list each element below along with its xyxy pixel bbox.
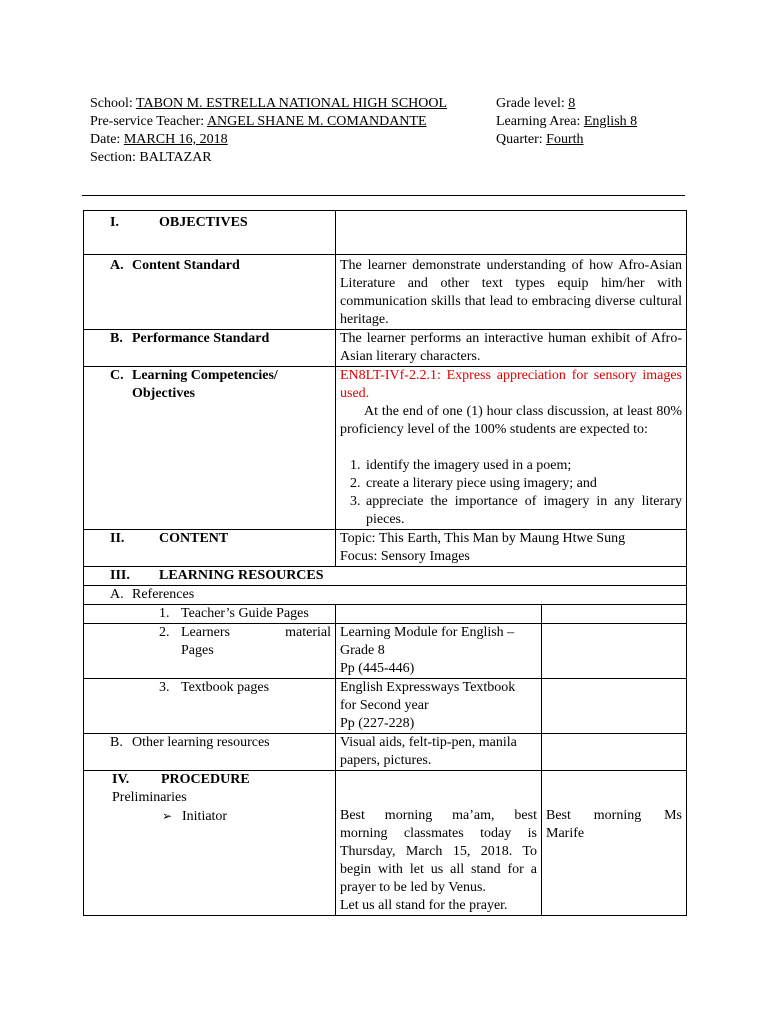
competencies-label: C. Learning Competencies/ Objectives <box>84 367 336 530</box>
teacher-prayer: Let us all stand for the prayer. <box>340 898 508 913</box>
performance-standard-label: B. Performance Standard <box>84 330 336 367</box>
textbook-value: English Expressways Textbook for Second year Pp (227-228) <box>336 679 542 734</box>
teacher-line: Pre-service Teacher: ANGEL SHANE M. COMANDANTE <box>90 114 427 129</box>
references-row <box>84 586 687 605</box>
objectives-heading: I. OBJECTIVES <box>84 211 336 255</box>
lesson-plan-table <box>83 210 687 916</box>
textbook-label: 3. Textbook pages <box>84 679 336 734</box>
objective-item: 3. appreciate the importance of imagery in any literary pieces. <box>364 493 682 529</box>
school-name: TABON M. ESTRELLA NATIONAL HIGH SCHOOL <box>136 96 448 111</box>
content-standard-row <box>84 255 687 330</box>
teachers-guide-row <box>84 605 687 624</box>
teacher-name: ANGEL SHANE M. COMANDANTE <box>206 114 427 129</box>
procedure-cell <box>84 771 336 916</box>
preliminaries-label: Preliminaries <box>112 790 187 805</box>
initiator-item: ➢ Initiator <box>162 809 228 824</box>
teacher-greeting: Best morning ma’am, best morning classmates today is Thursday, March 15, 2018. To begin with let us all stand for a prayer to be led by Venus. <box>340 808 537 895</box>
other-resources-row <box>84 734 687 771</box>
content-topic: Topic: This Earth, This Man by Maung Htwe Sung <box>340 531 626 546</box>
content-focus: Focus: Sensory Images <box>340 549 470 564</box>
other-resources-value: Visual aids, felt-tip-pen, manila papers, pictures. <box>336 734 542 771</box>
textbook-row <box>84 679 687 734</box>
resources-heading-row <box>84 567 687 586</box>
header-divider <box>82 195 685 196</box>
lesson-header <box>90 95 670 167</box>
learners-material-value: Learning Module for English – Grade 8 Pp (445-446) <box>336 624 542 679</box>
content-heading: II. CONTENT <box>84 530 336 567</box>
resources-heading: III. LEARNING RESOURCES <box>84 567 687 586</box>
quarter: Fourth <box>546 132 584 147</box>
references-label: A. References <box>84 586 687 605</box>
objective-item: 1. identify the imagery used in a poem; <box>364 457 682 475</box>
objective-item: 2. create a literary piece using imagery; and <box>364 475 682 493</box>
grade-line: Grade level: 8 <box>496 96 576 111</box>
lesson-date: MARCH 16, 2018 <box>123 132 228 147</box>
content-standard-label: A. Content Standard <box>84 255 336 330</box>
learners-material-label: 2. Learners material Pages <box>84 624 336 679</box>
date-line: Date: MARCH 16, 2018 <box>90 132 228 147</box>
competencies-row <box>84 367 687 530</box>
area-line: Learning Area: English 8 <box>496 114 638 129</box>
competencies-cell <box>336 367 687 530</box>
other-resources-label: B. Other learning resources <box>84 734 336 771</box>
grade-level: 8 <box>568 96 576 111</box>
procedure-row <box>84 771 687 916</box>
competency-intro: At the end of one (1) hour class discussion, at least 80% proficiency level of the 100% students are expected to: <box>340 404 682 437</box>
teachers-guide-label: 1. Teacher’s Guide Pages <box>84 605 336 624</box>
objectives-row <box>84 211 687 255</box>
quarter-line: Quarter: Fourth <box>496 132 584 147</box>
performance-standard-text: The learner performs an interactive human exhibit of Afro-Asian literary characters. <box>336 330 687 367</box>
performance-standard-row <box>84 330 687 367</box>
content-row <box>84 530 687 567</box>
teacher-activity <box>336 771 542 916</box>
competency-code: EN8LT-IVf-2.2.1: Express appreciation for sensory images used. <box>340 368 682 401</box>
learners-material-row <box>84 624 687 679</box>
student-activity <box>542 771 687 916</box>
school-line: School: TABON M. ESTRELLA NATIONAL HIGH SCHOOL <box>90 96 448 111</box>
content-standard-text: The learner demonstrate understanding of how Afro-Asian Literature and other text types equip him/her with communication skills that lead to embracing diverse cultural heritage. <box>336 255 687 330</box>
arrow-bullet-icon: ➢ <box>162 809 173 823</box>
section-line: Section: BALTAZAR <box>90 150 212 165</box>
procedure-heading: IV. PROCEDURE <box>112 772 250 787</box>
content-cell <box>336 530 687 567</box>
learning-area: English 8 <box>583 114 638 129</box>
objective-list <box>340 457 682 529</box>
student-greeting: Best morning Ms Marife <box>546 808 682 841</box>
